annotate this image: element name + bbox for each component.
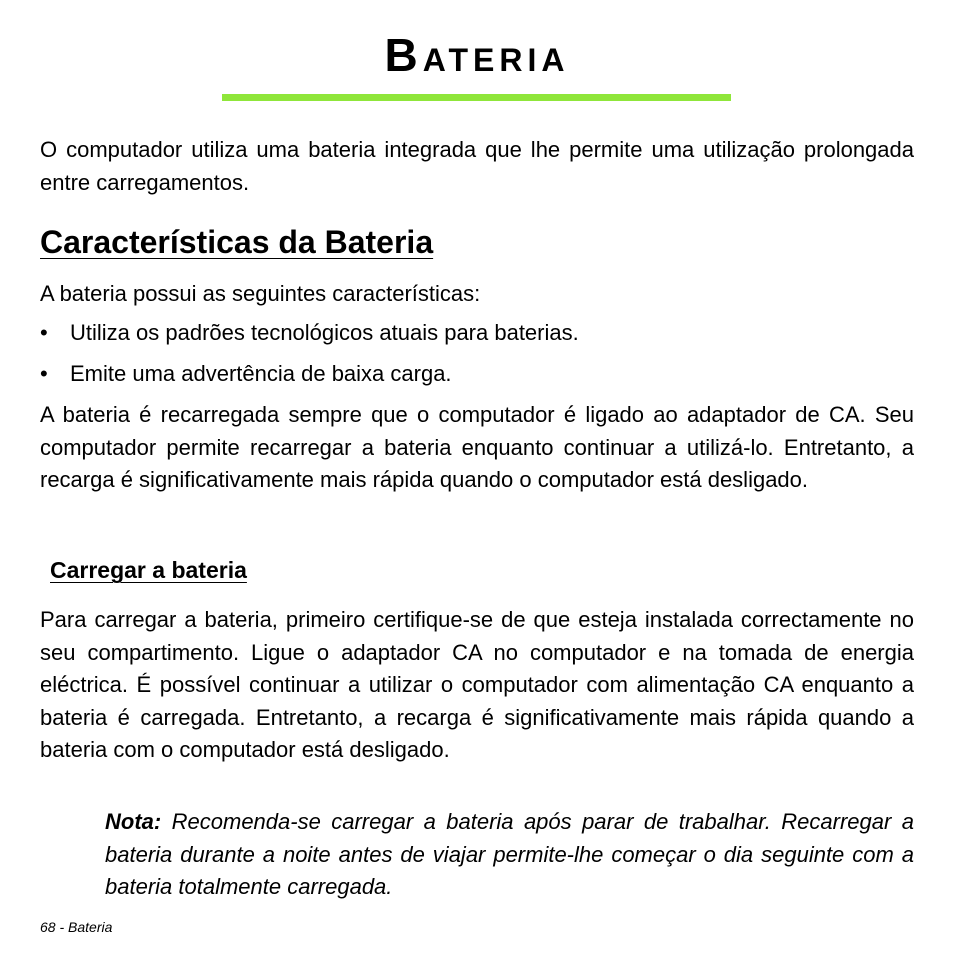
bullet-icon: • (40, 361, 48, 386)
list-item-text: Utiliza os padrões tecnológicos atuais para baterias. (70, 320, 579, 345)
title-rule (222, 94, 731, 101)
charge-body-paragraph: Para carregar a bateria, primeiro certifique-se de que esteja instalada correctamente no seu compartimento. Ligue o adaptador CA no computador e na tomada de energia eléctrica. É possível continuar a utilizar o computador com alimentação CA enquanto a bateria é carregada. Entretanto, a recarga é significativamente mais rápida quando a bateria com o computador está desligado. (40, 607, 914, 762)
list-item (40, 358, 914, 390)
list-item (40, 317, 914, 349)
note-text: Recomenda-se carregar a bateria após parar de trabalhar. Recarregar a bateria durante a noite antes de viajar permite-lhe começar o dia seguinte com a bateria totalmente carregada. (105, 809, 914, 899)
section-heading-charge: Carregar a bateria (50, 557, 247, 583)
note-block (105, 806, 914, 904)
bullet-icon: • (40, 320, 48, 345)
features-list (40, 317, 914, 399)
features-lead: A bateria possui as seguintes características: (40, 281, 481, 306)
features-body-paragraph: A bateria é recarregada sempre que o computador é ligado ao adaptador de CA. Seu computador permite recarregar a bateria enquanto continuar a utilizá-lo. Entretanto, a recarga é significativamente mais rápida quando o computador está desligado. (40, 402, 914, 492)
page-footer: 68 - Bateria (40, 919, 113, 935)
note-label: Nota: (105, 809, 162, 834)
list-item-text: Emite uma advertência de baixa carga. (70, 361, 452, 386)
section-heading-features: Características da Bateria (40, 224, 434, 260)
page-title: Bateria (384, 29, 570, 81)
intro-paragraph: O computador utiliza uma bateria integrada que lhe permite uma utilização prolongada entre carregamentos. (40, 137, 914, 195)
